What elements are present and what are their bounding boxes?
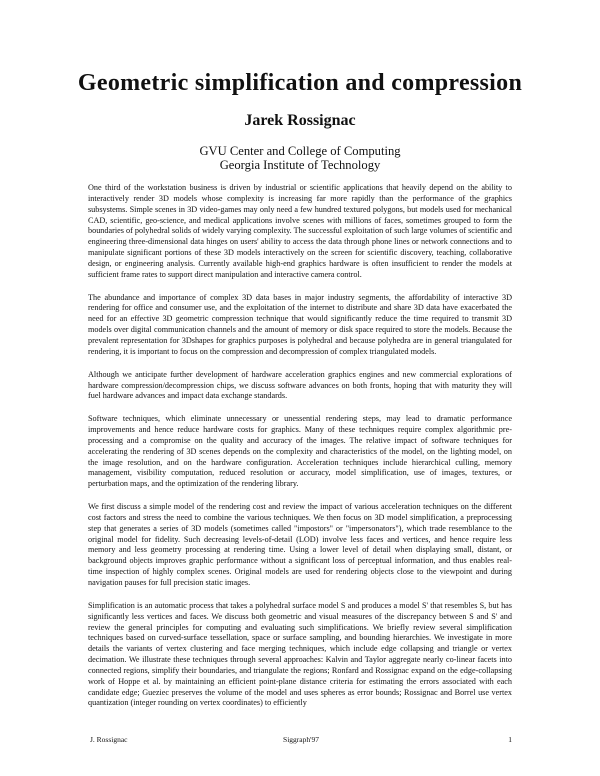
affiliation-line-1: GVU Center and College of Computing — [199, 144, 401, 158]
page-footer — [90, 735, 512, 745]
affiliation — [0, 144, 600, 172]
author-name: Jarek Rossignac — [244, 112, 356, 129]
body-text — [88, 183, 512, 721]
paragraph-1: One third of the workstation business is driven by industrial or scientific applications that heavily depend on the ability to interactively render 3D models whose complexity is increasing far more rapidly than the performance of the graphics subsystems. Simple scenes in 3D video-games may only need a few hundred textured polygons, but models used for mechanical CAD, scientific, geo-science, and medical applications involve scenes with millions of faces, sometimes grouped to form the boundaries of polyhedral solids of widely varying complexity. The successful exploitation of such large volumes of scientific and engineering three-dimensional data hinges on users' ability to access the data through phone lines or network connections and to manipulate significant portions of these 3D models interactively on the screen for scientific discovery, teaching, collaborative design, or engineering analysis. Currently available high-end graphics hardware is often insufficient to render the models at sufficient frame rates to support direct manipulation and interactive camera control. — [88, 183, 512, 279]
paragraph-4: Software techniques, which eliminate unnecessary or unessential rendering steps, may lead to dramatic performance improvements and hence reduce hardware costs for graphics. Many of these techniques require complex algorithmic pre-processing and a compromise on the quality and accuracy of the images. The relative impact of software techniques for accelerating the rendering of 3D scenes depends on the complexity and characteristics of the model, on the lighting model, on the image resolution, and on the hardware configuration. Acceleration techniques include hierarchical culling, memory management, visibility computation, reduced resolution or accuracy, model simplification, use of images, textures, or perturbation maps, and the optimization of the rendering library. — [88, 414, 512, 489]
paragraph-5: We first discuss a simple model of the rendering cost and review the impact of various acceleration techniques on the different cost factors and stress the need to combine the various techniques. We then focus on 3D model simplification, a preprocessing step that generates a series of 3D models (sometimes called "impostors" or "impersonators"), which trade resemblance to the original model for fidelity. Such decreasing levels-of-detail (LOD) involve less faces and vertices, and hence require less memory and less geometry processing at rendering time. Using a lower level of detail when displaying small, distant, or background objects improves graphic performance without a significant loss of perceptual information, and thus enables real-time inspection of highly complex scenes. Original models are used for rendering objects close to the viewpoint and during navigation pauses for full precision static images. — [88, 502, 512, 587]
paragraph-3: Although we anticipate further development of hardware acceleration graphics engines and new commercial explorations of hardware compression/decompression chips, we discuss software advances on both fronts, hoping that with maturity they will fuel hardware advances and impact data exchange standards. — [88, 369, 512, 401]
footer-author: J. Rossignac — [90, 735, 128, 744]
affiliation-line-2: Georgia Institute of Technology — [219, 158, 381, 172]
footer-venue: Siggraph'97 — [283, 735, 319, 744]
paper-title: Geometric simplification and compression — [77, 70, 523, 96]
paragraph-6: Simplification is an automatic process that takes a polyhedral surface model S and produces a model S' that resembles S, but has significantly less vertices and faces. We discuss both geometric and visual measures of the discrepancy between S and S' and review the general principles for computing and evaluating such simplifications. We briefly review several simplification techniques based on curved-surface tessellation, space or surface sampling, and bounding hierarchies. We investigate in more details the variants of vertex clustering and face merging techniques, which include edge collapsing and triangle or vertex decimation. We illustrate these techniques through several approaches: Kalvin and Taylor aggregate nearly co-linear facets into connected regions, simplify their boundaries, and triangulate the regions; Ronfard and Rossignac expand on the edge-collapsing work of Hoppe et al. by maintaining an efficient point-plane distance criteria for estimating the errors associated with each candidate edge; Gueziec preserves the volume of the model and uses spheres as error bounds; Rossignac and Borrel use vertex quantization (integer rounding on vertex coordinates) to efficiently — [88, 600, 512, 708]
paragraph-2: The abundance and importance of complex 3D data bases in major industry segments, the affordability of interactive 3D rendering for office and consumer use, and the exploitation of the internet to distribute and share 3D data have exacerbated the need for an effective 3D geometric compression technique that would significantly reduce the time required to transmit 3D models over digital communication channels and the amount of memory or disk space required to store the models. Because the prevalent representation for 3Dshapes for graphics purposes is polyhedral and because polyhedra are in general triangulated for rendering, it is important to focus on the compression and decompression of complex triangulated models. — [88, 292, 512, 356]
footer-page-number: 1 — [508, 735, 512, 744]
